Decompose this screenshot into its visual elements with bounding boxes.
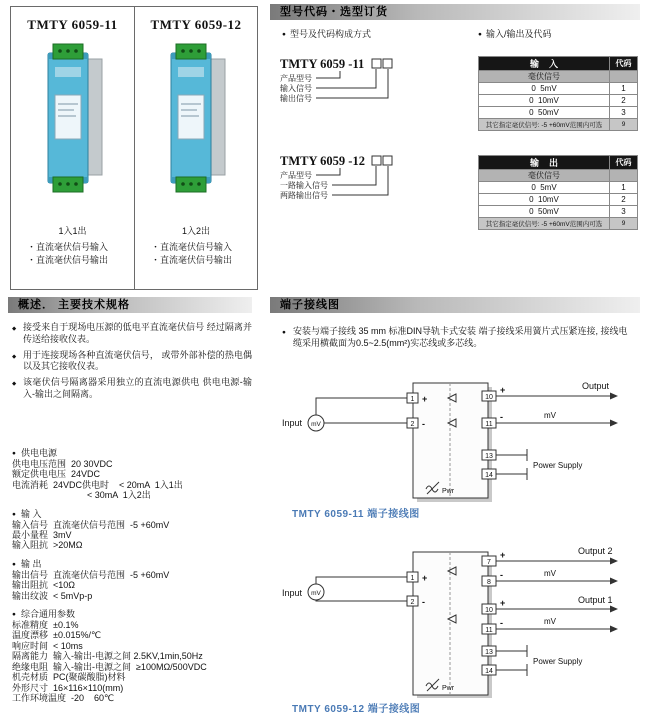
model-code: TMTY 6059 -12 [280,154,365,168]
spec-group-title [12,509,207,520]
diamond-bullet-icon: ◆ [12,326,17,332]
product-panel-6059-12 [134,7,257,289]
terminal-screw [181,49,185,53]
wiring-note [282,325,634,349]
section-header-wiring: 端子接线图 [270,297,640,313]
product-feature: ・直流毫伏信号输入 [27,242,109,252]
spec-group-title-text: 输 出 [20,558,42,569]
product-title: TMTY 6059-11 [27,17,118,32]
model-code-breakdown-6059-12 [278,152,478,210]
code-box [372,59,381,68]
terminal-screw [66,49,70,53]
output2-label: Output 2 [578,546,613,556]
terminal-screw [58,182,62,186]
terminal-screw [58,49,62,53]
signal-cell: 0 10mV [479,194,610,206]
spec-group-title [12,609,207,620]
product-feature: ・直流毫伏信号输出 [27,255,109,265]
polarity-plus: + [500,550,506,560]
section-header-ordering: 型号代码・选型订货 [270,4,640,20]
input-label: Input [282,418,303,428]
bullet-text: 型号及代码构成方式 [289,29,371,39]
paragraph-text: 该毫伏信号隔离器采用独立的直流电源供电 供电电源-输入-输出之间隔离。 [23,377,252,399]
terminal-number: 10 [485,607,493,614]
diamond-bullet-icon: ◆ [12,353,17,360]
spec-group-output [12,559,207,601]
overview-paragraph [12,322,252,346]
spec-group-title [12,448,207,459]
code-cell: 9 [610,119,638,131]
io-config-label: 1入2出 [181,226,210,236]
code-cell: 3 [610,206,638,218]
spec-line: 响应时间 < 10ms [12,640,83,651]
model-code: TMTY 6059 -11 [280,57,365,71]
diamond-bullet-icon: ◆ [12,381,17,388]
bullet-icon: ● [282,329,286,336]
bullet-icon: ● [12,560,16,568]
output1-unit: mV [544,617,556,626]
code-cell: 9 [610,218,638,230]
output-code-table [478,155,638,230]
device-vent [55,67,81,77]
product-panel-6059-11 [11,7,134,289]
wire-arrowhead [610,578,618,585]
spec-line: 供电电压范围 20 30VDC [12,459,113,469]
bullet-icon: ● [282,31,286,38]
bullet-icon: ● [12,510,16,518]
spec-line: 输入信号 直流毫伏信号范围 -5 +60mV [12,519,170,530]
spec-group-general [12,609,207,703]
terminal-number: 14 [485,472,493,479]
overview-paragraph [12,350,252,374]
spec-group-title-text: 综合通用参数 [20,609,75,620]
device-label-window [178,95,204,139]
overview-paragraphs [12,322,252,405]
signal-group-cell: 毫伏信号 [479,71,610,83]
product-feature: ・直流毫伏信号输入 [151,242,233,252]
spec-line: 最小量程 3mV [12,530,72,541]
spec-line: 输出信号 直流毫伏信号范围 -5 +60mV [12,569,170,580]
polarity-minus: - [422,597,425,607]
spec-line: 输出纹波 < 5mVp-p [12,590,93,601]
code-cell: 2 [610,95,638,107]
table-row [479,83,638,95]
breakdown-label: 输出信号 [280,94,312,103]
table-header-row [479,57,638,71]
spec-line: 外形尺寸 16×116×110(mm) [12,682,124,693]
diagram-caption-6059-12: TMTY 6059-12 端子接线图 [292,704,421,715]
table-row [479,182,638,194]
breakdown-connector [316,71,340,78]
output1-label: Output 1 [578,595,613,605]
polarity-minus: - [500,618,503,628]
power-supply-label: Power Supply [533,461,583,470]
spec-line: 绝缘电阻 输入-输出-电源之间 ≥100MΩ/500VDC [12,661,207,672]
code-column-header: 代码 [610,156,638,170]
terminal-number: 7 [487,559,491,566]
terminal-screw [181,182,185,186]
polarity-minus: - [422,419,425,429]
table-row [479,95,638,107]
signal-cell: 其它指定毫伏信号: -5 +60mV范围内可选 [479,119,610,131]
polarity-plus: + [500,385,506,395]
table-subheader-row [479,170,638,182]
input-wire-minus [316,600,407,601]
terminal-number: 2 [410,599,415,606]
polarity-plus: + [422,573,428,583]
device-label-window [55,95,81,139]
bullet-icon: ● [12,611,16,619]
output-unit: mV [544,411,556,420]
polarity-minus: - [500,570,503,580]
device-image [40,43,106,193]
terminal-number: 2 [410,421,415,428]
breakdown-label: 一路输入信号 [280,181,328,190]
wire-arrowhead [610,420,618,427]
pwr-label: Pwr [442,685,455,692]
table-row [479,218,638,230]
spec-line: < 30mA 1入2出 [12,490,151,501]
signal-cell: 其它指定毫伏信号: -5 +60mV范围内可选 [479,218,610,230]
breakdown-connector [316,69,388,98]
signal-cell: 0 10mV [479,95,610,107]
empty-cell [610,170,638,182]
output2-unit: mV [544,569,556,578]
paragraph-text: 用于连接现场各种直流毫伏信号， 或带外部补偿的热电偶以及其它接收仪表。 [23,349,252,372]
product-feature: ・直流毫伏信号输出 [151,255,233,265]
terminal-screw [197,182,201,186]
bullet-icon: ● [478,31,482,38]
spec-line: 额定供电电压 24VDC [12,469,101,480]
table-row [479,107,638,119]
terminal-number: 8 [487,579,491,586]
spec-group-input [12,509,207,551]
ordering-bullet-right [478,27,551,40]
table-row [479,119,638,131]
signal-cell: 0 50mV [479,107,610,119]
spec-line: 温度漂移 ±0.015%/℃ [12,630,102,641]
table-subheader-row [479,71,638,83]
table-row [479,194,638,206]
wire-arrowhead [610,558,618,565]
wiring-diagram-6059-11 [280,368,638,508]
mv-source-unit: mV [311,590,321,597]
terminal-number: 10 [485,394,493,401]
wiring-diagram-6059-12 [280,540,638,698]
power-supply-label: Power Supply [533,657,583,666]
wire-arrowhead [610,606,618,613]
mv-source-unit: mV [311,421,321,428]
overview-paragraph [12,377,252,401]
input-wire-plus [316,398,407,415]
breakdown-label: 两路输出信号 [280,191,328,200]
input-label: Input [282,588,303,598]
input-code-table [478,56,638,131]
terminal-screw [197,49,201,53]
code-box [383,59,392,68]
code-box [383,156,392,165]
io-config-label: 1入1出 [58,226,87,236]
spec-line: 机壳材质 PC(聚碳酸脂)材料 [12,672,126,683]
terminal-number: 14 [485,668,493,675]
terminal-screw [74,182,78,186]
terminal-screw [189,182,193,186]
terminal-number: 11 [485,627,493,634]
table-row [479,206,638,218]
wire-arrowhead [610,393,618,400]
spec-line: 标准精度 ±0.1% [12,620,79,631]
polarity-plus: + [422,394,428,404]
bullet-icon: ● [12,450,16,457]
signal-cell: 0 5mV [479,83,610,95]
terminal-number: 1 [410,396,415,403]
code-cell: 1 [610,83,638,95]
section-header-overview: 概述． 主要技术规格 [8,297,252,313]
terminal-number: 13 [485,453,493,460]
terminal-number: 13 [485,649,493,656]
spec-line: 隔离能力 输入-输出-电源之间 2.5KV,1min,50Hz [12,651,203,662]
polarity-minus: - [500,412,503,422]
ordering-bullet-left [282,27,371,40]
table-header-row [479,156,638,170]
product-title: TMTY 6059-12 [150,17,242,32]
spec-group-title-text: 供电电源 [20,448,57,458]
spec-line: 输入阻抗 >20MΩ [12,540,83,551]
note-text: 安装与端子接线 35 mm 标准DIN导轨卡式安装 端子接线采用簧片式压紧连接, 接线电缆采用横截面为0.5~2.5(mm²)实芯线或多芯线。 [293,326,628,348]
empty-cell [610,71,638,83]
table-title: 输 出 [479,156,610,170]
code-cell: 1 [610,182,638,194]
pwr-label: Pwr [442,488,455,495]
device-vent [178,67,204,77]
device-image [163,43,229,193]
code-cell: 2 [610,194,638,206]
input-wire-plus [316,577,407,584]
spec-line: 输出阻抗 <10Ω [12,580,75,591]
code-cell: 3 [610,107,638,119]
breakdown-label: 产品型号 [280,74,312,83]
spec-line: 工作环境温度 -20 60℃ [12,692,115,703]
wire-arrowhead [610,626,618,633]
breakdown-label: 输入信号 [280,84,312,93]
signal-cell: 0 50mV [479,206,610,218]
terminal-number: 1 [410,575,415,582]
paragraph-text: 接受来自于现场电压源的低电平直流毫伏信号 经过隔离并传送给接收仪表。 [23,322,252,344]
output-label: Output [582,381,610,391]
table-title: 输 入 [479,57,610,71]
code-box [372,156,381,165]
model-code-breakdown-6059-11 [278,55,478,113]
terminal-screw [189,49,193,53]
terminal-screw [66,182,70,186]
diagram-caption-6059-11: TMTY 6059-11 端子接线图 [292,509,420,520]
spec-group-title-text: 输 入 [20,508,42,519]
code-column-header: 代码 [610,57,638,71]
spec-list [12,448,207,703]
breakdown-label: 产品型号 [280,171,312,180]
spec-group-title [12,559,207,570]
terminal-screw [74,49,78,53]
bullet-text: 输入/输出及代码 [485,29,552,39]
signal-cell: 0 5mV [479,182,610,194]
spec-line: 电流消耗 24VDC供电时 < 20mA 1入1出 [12,479,183,490]
breakdown-connector [316,168,340,175]
signal-group-cell: 毫伏信号 [479,170,610,182]
spec-group-power [12,448,207,501]
product-gallery [10,6,258,290]
terminal-number: 11 [485,421,493,428]
polarity-plus: + [500,598,506,608]
